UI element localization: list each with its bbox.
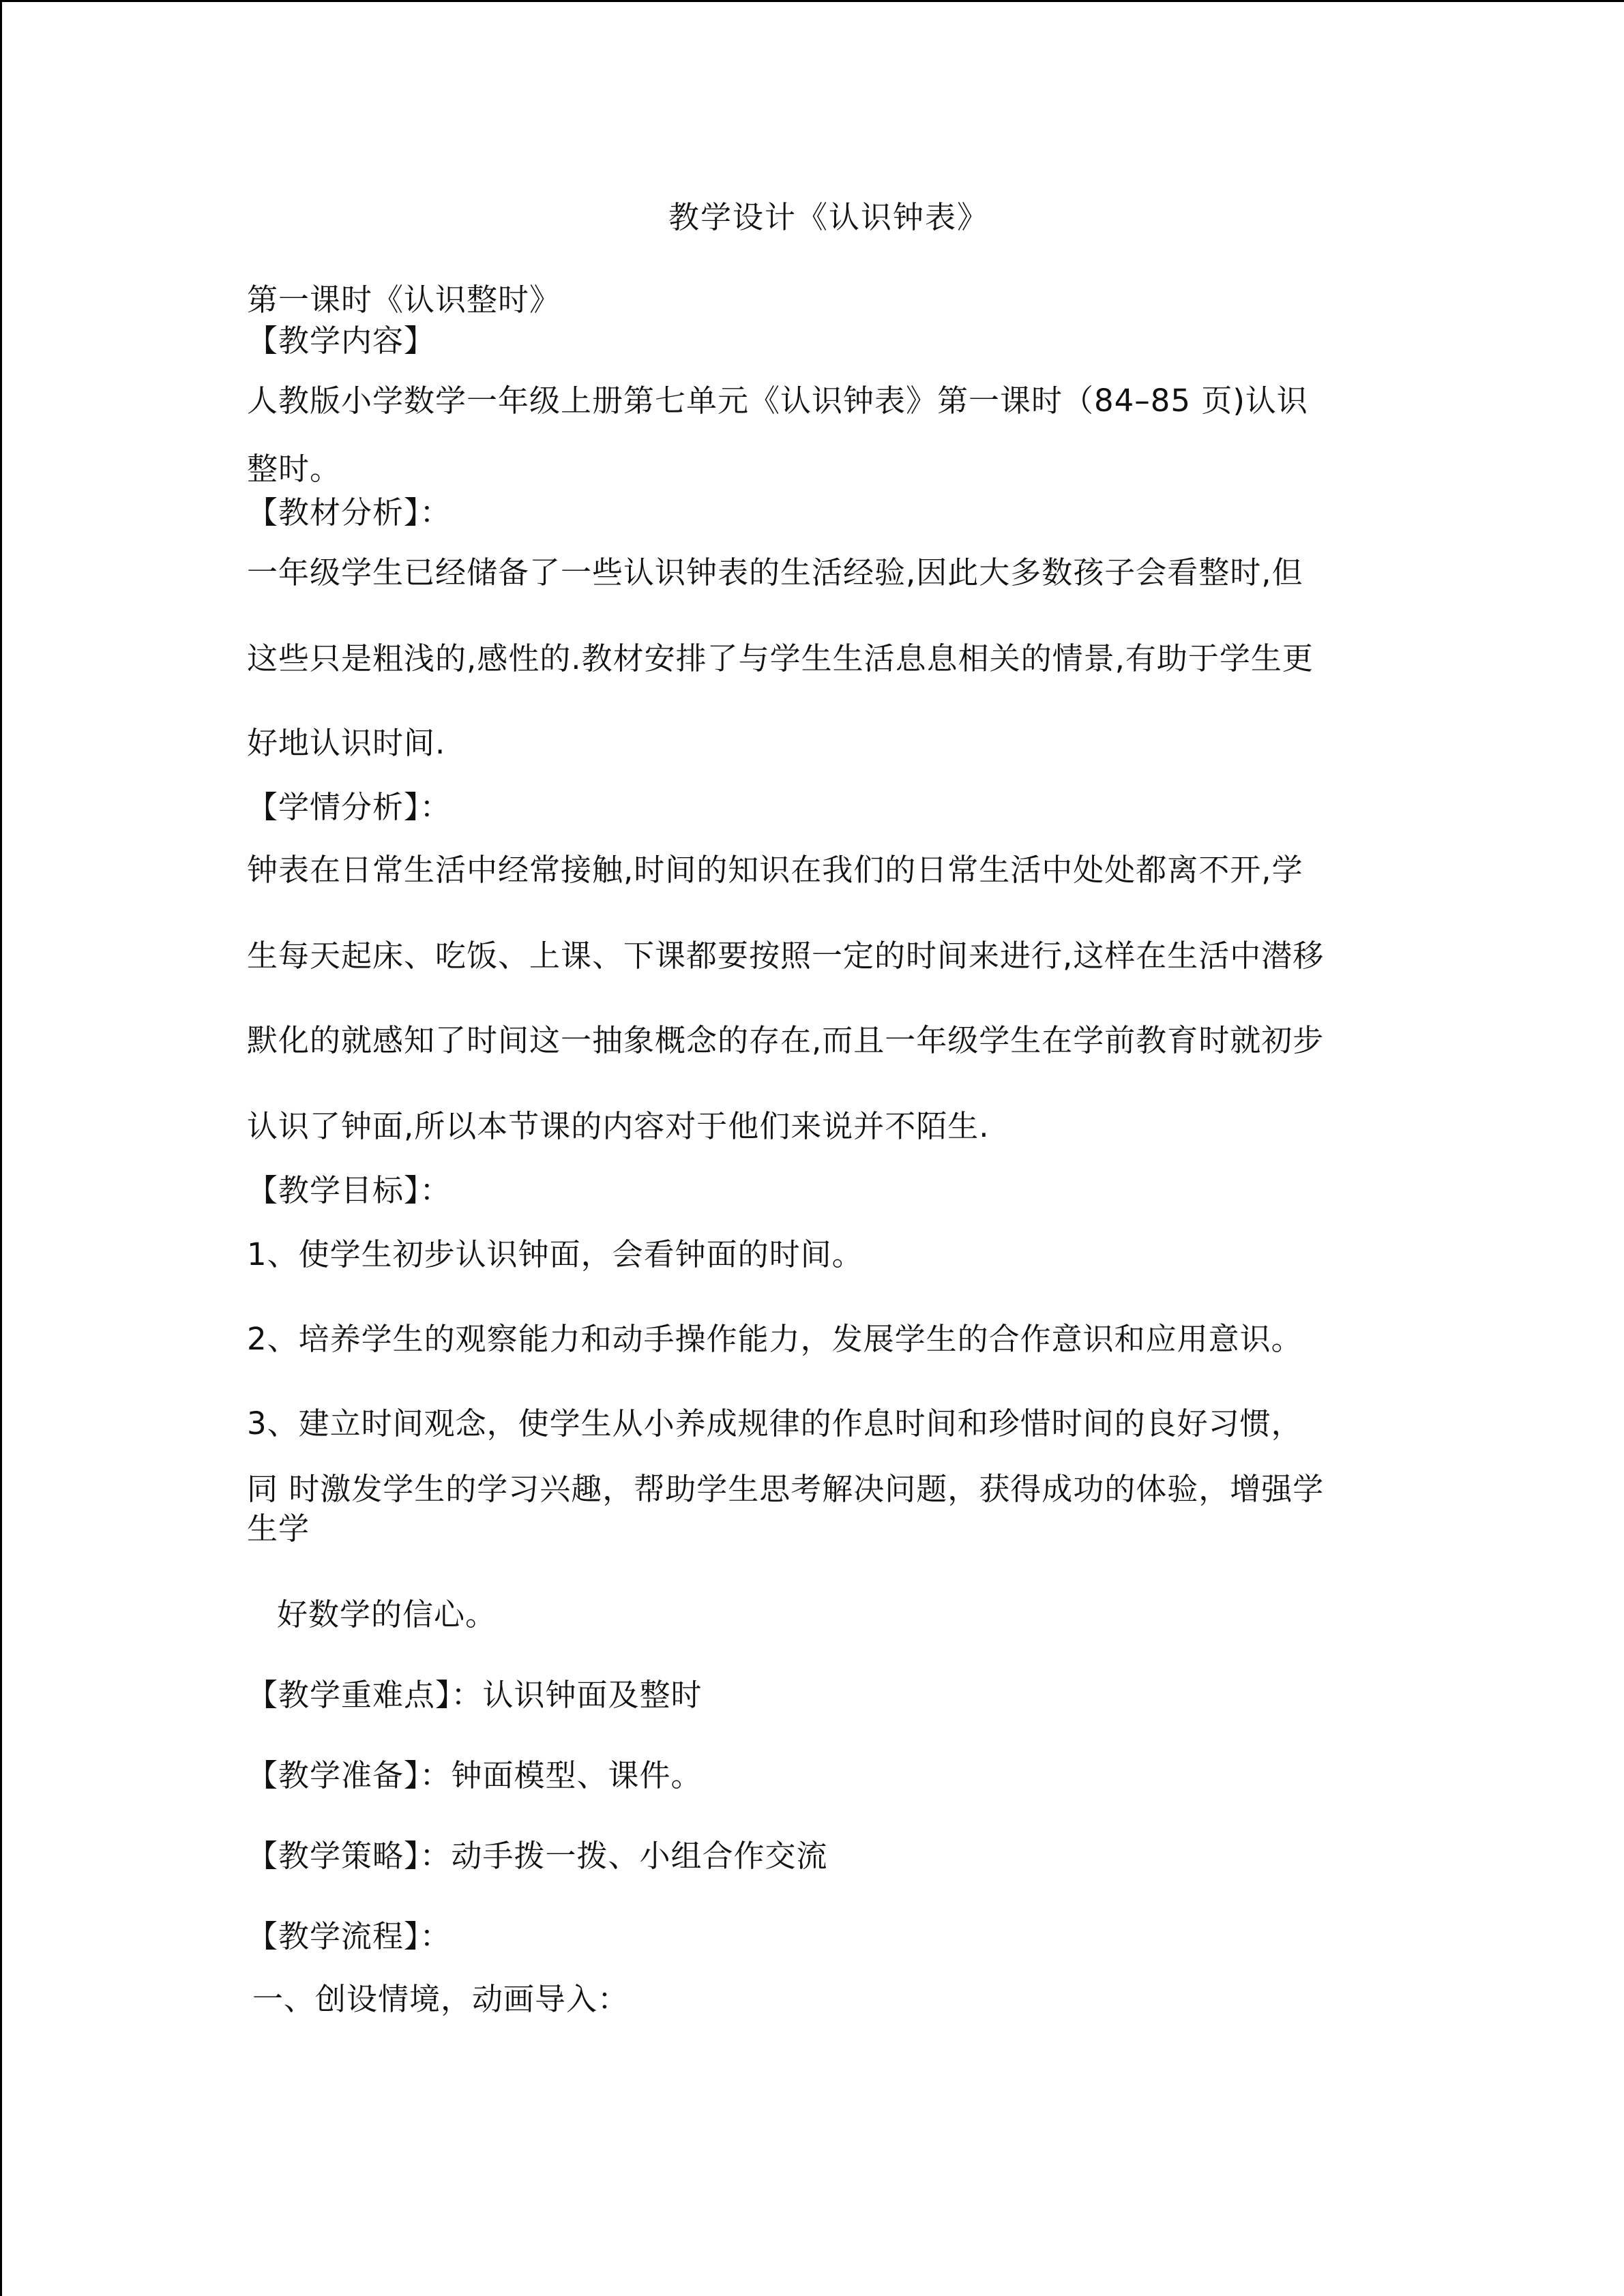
process-heading: 【教学流程】： — [247, 1918, 452, 1954]
key-points: 【教学重难点】：认识钟面及整时 — [247, 1677, 703, 1713]
strategy: 【教学策略】：动手拨一拨、小组合作交流 — [247, 1838, 828, 1874]
goal-3: 3、建立时间观念，使学生从小养成规律的作息时间和珍惜时间的良好习惯， — [247, 1405, 1303, 1442]
student-line-1: 钟表在日常生活中经常接触,时间的知识在我们的日常生活中处处都离不开,学 — [247, 852, 1303, 888]
student-line-4: 认识了钟面,所以本节课的内容对于他们来说并不陌生. — [247, 1108, 990, 1144]
content-line-2: 整时。 — [247, 451, 342, 487]
document-title: 教学设计《认识钟表》 — [668, 199, 989, 235]
material-line-3: 好地认识时间. — [247, 725, 446, 761]
student-line-2: 生每天起床、吃饭、上课、下课都要按照一定的时间来进行,这样在生活中潜移 — [247, 938, 1325, 974]
material-line-2: 这些只是粗浅的,感性的.教材安排了与学生生活息息相关的情景,有助于学生更 — [247, 640, 1314, 676]
goal-2: 2、培养学生的观察能力和动手操作能力，发展学生的合作意识和应用意识。 — [247, 1321, 1303, 1357]
material-line-1: 一年级学生已经储备了一些认识钟表的生活经验,因此大多数孩子会看整时,但 — [247, 554, 1303, 591]
goal-1: 1、使学生初步认识钟面，会看钟面的时间。 — [247, 1236, 863, 1272]
content-line-1: 人教版小学数学一年级上册第七单元《认识钟表》第一课时（84–85 页)认识 — [247, 383, 1308, 419]
preparation: 【教学准备】：钟面模型、课件。 — [247, 1757, 703, 1793]
material-heading: 【教材分析】： — [247, 494, 452, 531]
lesson-title: 第一课时《认识整时》 — [247, 282, 561, 318]
process-step-1: 一、创设情境，动画导入： — [252, 1981, 630, 2017]
goals-heading: 【教学目标】： — [247, 1172, 452, 1208]
goal-3-cont-2: 生学 — [247, 1510, 310, 1547]
goal-3-cont-3: 好数学的信心。 — [277, 1596, 497, 1632]
student-line-3: 默化的就感知了时间这一抽象概念的存在,而且一年级学生在学前教育时就初步 — [247, 1022, 1325, 1058]
content-heading: 【教学内容】 — [247, 323, 436, 359]
goal-3-cont-1: 同 时激发学生的学习兴趣，帮助学生思考解决问题，获得成功的体验，增强学 — [247, 1471, 1325, 1507]
student-heading: 【学情分析】： — [247, 789, 452, 825]
